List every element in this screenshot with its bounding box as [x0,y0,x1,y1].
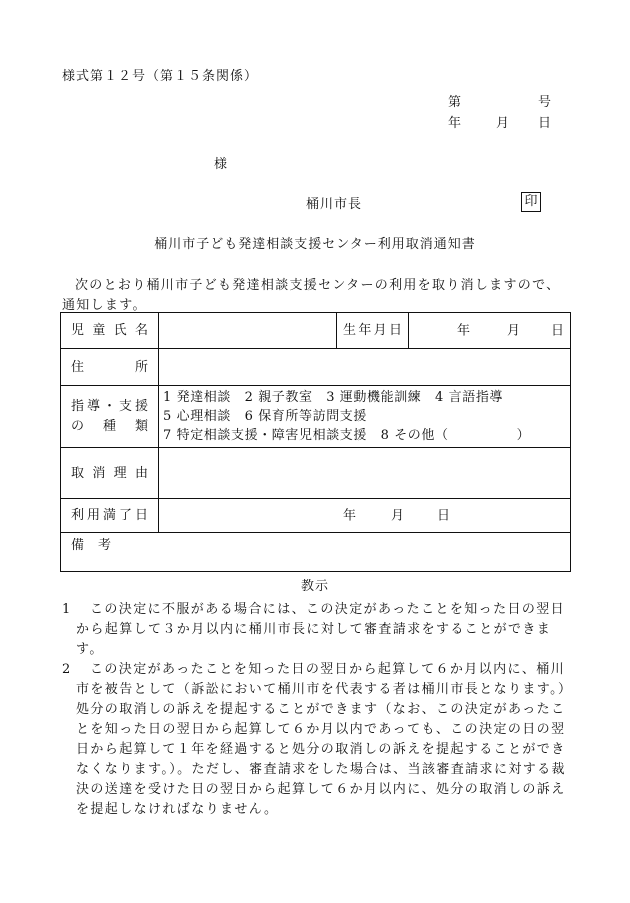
end-date-field[interactable] [159,499,571,533]
guidance-option-line[interactable]: 7 特定相談支援・障害児相談支援 8 その他（ ） [163,428,531,443]
form-table [60,312,571,572]
notice-number: 1 [62,602,72,617]
birthdate-label: 生年月日 [337,313,409,349]
row-remarks [61,533,571,572]
row-child-name [61,313,571,349]
end-date-label: 利用満了日 [61,499,159,533]
birthdate-year: 年 [457,323,471,338]
document-title: 桶川市子ども発達相談支援センター利用取消通知書 [154,237,476,252]
issue-number-prefix: 第 [448,95,462,110]
guidance-type-label-line2: の種類 [71,418,148,434]
address-field[interactable] [159,349,571,386]
end-date-year: 年 [343,508,357,523]
notice-item [62,660,572,820]
notice-text: この決定があったことを知った日の翌日から起算して６か月以内に、桶川市を被告として（訴訟において桶川市を代表する者は桶川市長となります。）処分の取消しの訴えを提起することができます（なお、この決定があったことを知った日の翌日から起算して６か月以内であっても、この決定の日の翌日から起算して１年を経過すると処分の取消しの訴えを提起することができなくなります。）。ただし、審査請求をした場合は、当該審査請求に対する裁決の送達を受けた日の翌日から起算して６か月以内に、処分の取消しの訴えを提起しなければなりません。 [76,662,566,817]
guidance-option-line[interactable]: 5 心理相談 6 保育所等訪問支援 [163,409,368,424]
issue-date-year: 年 [448,116,462,131]
address-label: 住所 [61,349,159,386]
child-name-label: 児童氏名 [61,313,159,349]
row-guidance-type [61,386,571,448]
birthdate-day: 日 [551,323,565,338]
notice-heading: 教示 [300,579,329,594]
row-address [61,349,571,386]
body-text: 次のとおり桶川市子ども発達相談支援センターの利用を取り消しますので、通知します。 [62,278,561,313]
child-name-field[interactable] [159,313,337,349]
remarks-label: 備考 [71,538,126,553]
end-date-month: 月 [391,508,405,523]
end-date-day: 日 [437,508,451,523]
issue-number-suffix: 号 [537,95,551,110]
seal-mark: 印 [521,192,541,212]
issue-date-day: 日 [537,116,551,131]
recipient-suffix: 様 [214,157,228,172]
remarks-field[interactable] [61,533,571,572]
guidance-type-label-line1: 指導・支援 [71,398,148,414]
birthdate-field[interactable] [409,313,571,349]
cancel-reason-field[interactable] [159,448,571,499]
guidance-type-label [61,386,159,448]
birthdate-month: 月 [507,323,521,338]
issue-date-month: 月 [496,116,510,131]
notice-text: この決定に不服がある場合には、この決定があったことを知った日の翌日から起算して３か月以内に桶川市長に対して審査請求をすることができます。 [76,602,566,657]
cancel-reason-label: 取消理由 [61,448,159,499]
row-cancel-reason [61,448,571,499]
issuer-name: 桶川市長 [306,197,363,212]
notice-number: 2 [62,662,72,677]
notice-item [62,600,572,660]
row-end-date [61,499,571,533]
form-number: 様式第１２号（第１５条関係） [62,69,259,84]
guidance-option-line[interactable]: 1 発達相談 2 親子教室 3 運動機能訓練 4 言語指導 [163,390,504,405]
guidance-type-options [159,386,571,448]
